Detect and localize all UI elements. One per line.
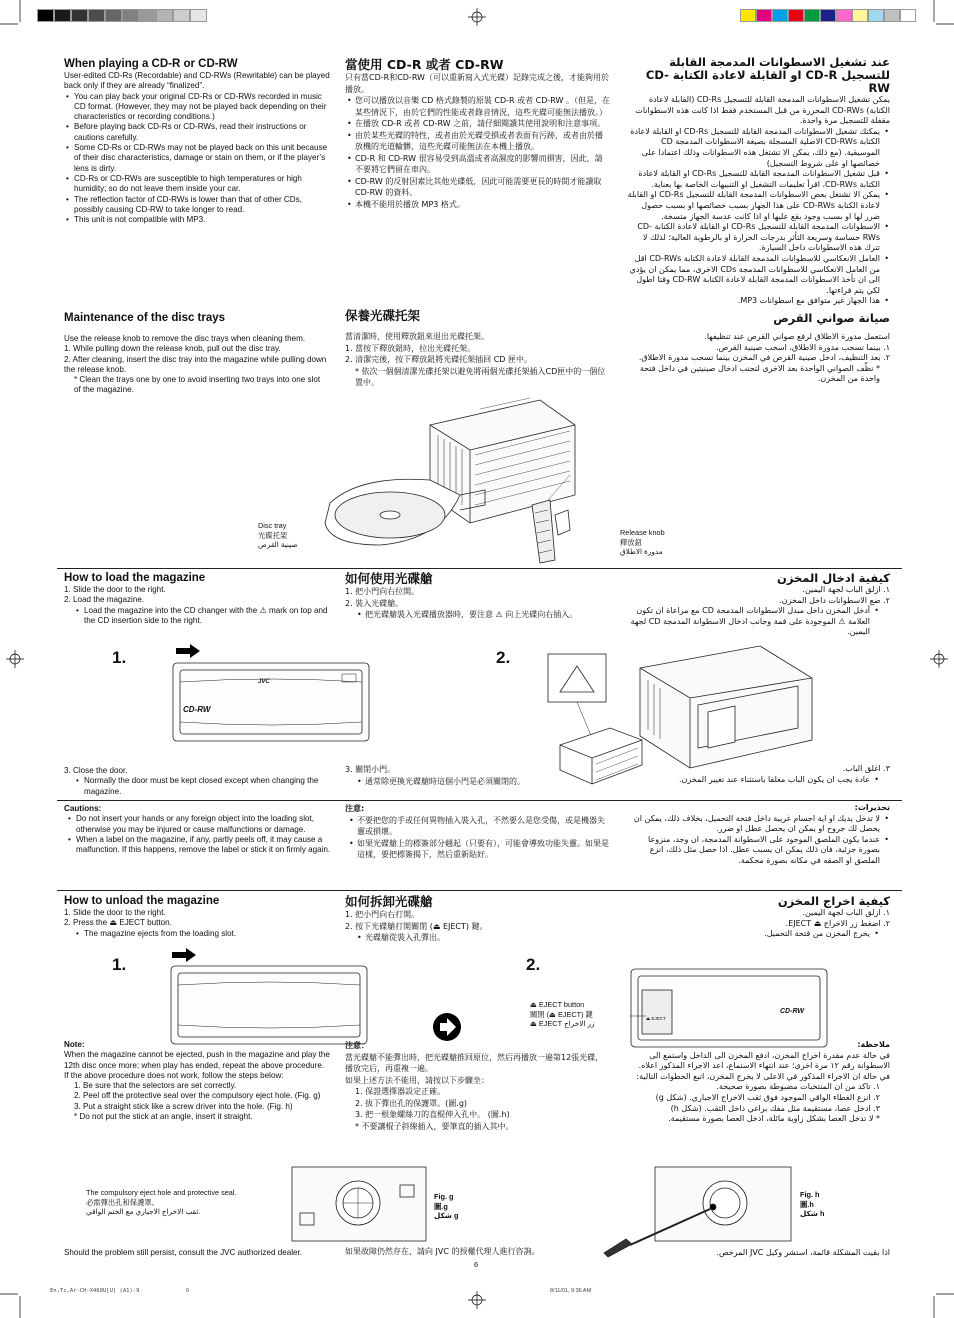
sec3-en-step3: [64, 766, 339, 797]
sec1-ar-bullet-4: • الاسطوانات المدمجة القابلة للتسجيل CD-Rs او القابلة لاعادة الكتابة CD-RWs حساسة وسريعة التأثر بدرجات الحرارة او بالرطوبة العالية؛ لذلك لا تترك هذه الاسطوانات داخل السيارة.: [626, 222, 890, 254]
arrow-right-icon: [172, 948, 196, 962]
fig-g-2: 圖.g: [434, 1201, 448, 1211]
sec4-ar-steps: [626, 908, 890, 929]
sec1-ar-bullet-1: • يمكنك تشغيل الاسطوانات المدمجة القابلة للتسجيل CD-Rs او القابلة لاعادة الكتابة CD-RWs الاصلية المسجلة بصيغة الاسطوانات المدمجة CD الموسيقية. (مع ذلك، يمكن الا تشتغل هذه الاسطوانات وذلك اعتمادا على خصائصها او على شروط التسجيل): [626, 127, 890, 169]
sec1-zh-intro: 只有當CD-R和CD-RW（可以重新寫入式光碟）記錄完成之後，才能夠用於播放。: [345, 73, 609, 94]
sec3-en-step-1: 1. Slide the door to the right.: [64, 585, 166, 594]
eject-hole-fig-g: [290, 1165, 430, 1243]
sec4-zh-step-1: 1. 把小門向右打開。: [345, 910, 420, 919]
fig-g-1: Fig. g: [434, 1192, 454, 1201]
divider-1: [57, 568, 902, 569]
page-number: 6: [474, 1260, 479, 1269]
en-note-star: * Do not put the stick at an angle, insert it straight.: [74, 1112, 253, 1122]
footer-left: En,Tc,Ar-CH-X460U[U] (A1)-9: [50, 1288, 140, 1294]
sec2-ar-steps: [626, 343, 890, 364]
sec1-en-bullet-2: • Before playing back CD-Rs or CD-RWs, read their instructions or cautions carefully.: [64, 122, 332, 143]
sec2-en-step-1: 1. While pulling down the release knob, pull out the disc tray.: [64, 344, 281, 354]
sec2-en-steps: [64, 344, 328, 375]
ar-note-text2: في حالة ان الاجراء المذكور في الاعلى لا يخرج المخزن، اتبع الخطوات التالية:: [636, 1071, 890, 1081]
ar-caution-2: • عندما يكون الملصق الموجود على الاسطوانة المدمجة، ان وجد، منزوعا بصورة جزئية، فان ذلك يمكن ان يسبب عطل. اذا حصل مثل ذلك، انزع الملصق او الصقه في مكانه بصورة محكمة.: [626, 835, 890, 867]
ar-final: اذا بقيت المشكلة قائمة، استشر وكيل JVC المرخص.: [716, 1248, 890, 1257]
divider-2: [57, 890, 902, 891]
sec1-en-intro: User-edited CD-Rs (Recordable) and CD-RWs (Rewritable) can be played back only if they are already “finalized”.: [64, 71, 330, 91]
sec4-en-step-2: 2. Press the ⏏ EJECT button.: [64, 918, 172, 928]
en-note-step-3: 3. Put a straight stick like a screw driver into the hole. (Fig. h): [74, 1101, 293, 1111]
sec4-en-bullet: • The magazine ejects from the loading slot.: [74, 929, 339, 939]
sec2-zh-note: * 依次一個個清潔光碟托架以避免將兩個光碟托架插入CD匣中的一個位置中。: [355, 366, 606, 387]
ar-note-title: ملاحظة:: [857, 1040, 890, 1049]
sec1-ar-bullet-2: • قبل تشغيل الاسطوانات المدمجة القابلة للتسجيل CD-Rs او القابلة لاعادة الكتابة CD-RWs، اقرأ تعليمات التشغيل او التنبيهات الخاصة بها بعناية.: [626, 169, 890, 190]
eject-small-label: ⏏ EJECT: [646, 1016, 666, 1021]
load-fig2-number: 2.: [496, 648, 511, 667]
sec4-en-title: How to unload the magazine: [64, 895, 220, 907]
zh-caution-1: • 不要把您的手或任何異物插入裝入孔，不然要么是您受傷，或是機器失靈或損壞。: [347, 815, 610, 838]
ar-caution-title: تحذيرات:: [854, 803, 890, 812]
sec3-en-step3-text: 3. Close the door.: [64, 766, 128, 775]
model-logo-2: CD-RW: [780, 1008, 804, 1015]
sec3-ar-step-2: ٢. ضع الاسطوانات داخل المخزن.: [779, 595, 890, 605]
sec1-ar-bullet-5: • العامل الانعكاسي للاسطوانات المدمجة القابلة لاعادة الكتابة CD-RWs اقل من العامل الانعكاسي للاسطوانات المدمجة CDs الاخرى، مما يمكن ان يؤدي الى ان تأخذ الاسطوانات المدمجة القابلة لاعادة الكتابة CD-RW وقتا اطول لكي يتم قراءتها.: [626, 254, 890, 296]
label-disc-tray: [258, 521, 338, 550]
sec4-ar-step-1: ١. ازلق الباب لجهة اليمين.: [802, 908, 890, 917]
ar-note-star: * لا تدخل العصا بشكل زاوية مائلة، ادخل العصا بصورة مستقيمة.: [668, 1114, 880, 1124]
zh-final: 如果故障仍然存在，請向 JVC 的授權代理人進行咨詢。: [345, 1247, 540, 1256]
sec2-en-intro: Use the release knob to remove the disc trays when cleaning them.: [64, 334, 306, 343]
sec1-ar-title: عند تشغيل الاسطوانات المدمجة القابلة للتسجيل CD-R او القابلة لاعادة الكتابة CD-RW: [645, 55, 890, 95]
disc-tray-label-3: صينية القرص: [258, 540, 298, 549]
sec4-zh: [345, 895, 610, 944]
changer-front-illustration-2: [170, 965, 370, 1047]
sec3-zh-steps: [345, 586, 610, 609]
sec4-zh-step-2: 2. 按下光碟艙打開關閉 (⏏ EJECT) 鍵。: [345, 921, 488, 931]
sec3-zh-step3-bullet: • 通常除更換光碟艙時這個小門是必須關閉的。: [355, 776, 610, 788]
en-note-text: When the magazine cannot be ejected, push in the magazine and play the 12th disc once more; when play has ended, repeat the above procedure.: [64, 1050, 330, 1070]
fig-h-3: شكل h: [800, 1209, 825, 1218]
sec1-zh-bullet-2: • 在播放 CD-R 或者 CD-RW 之前，請仔細閱讀其使用說明和注意事項。: [345, 118, 610, 130]
disc-tray-label-1: Disc tray: [258, 521, 287, 530]
seal-label-1: The compulsory eject hole and protective seal.: [86, 1188, 237, 1197]
release-knob-label-1: Release knob: [620, 528, 665, 537]
fig-h-label: [800, 1190, 824, 1219]
fig-h-2: 圖.h: [800, 1199, 814, 1209]
sec2-zh-step-1: 1. 當按下釋放鈕時，拉出光碟托架。: [345, 343, 476, 353]
changer-front-illustration: [172, 662, 372, 744]
sec2-en-step-2: 2. After cleaning, insert the disc tray into the magazine while pulling down the release knob.: [64, 354, 327, 374]
sec3-ar-step3-bullet: • عادة يجب ان يكون الباب مغلقا باستثناء عند تغيير المخزن.: [626, 775, 880, 786]
zh-caution-2: • 如果光碟艙上的標簽部分翹起（只要有），可能會導致功能失靈。如果是這樣，要把標簽揭下，然后重新貼好。: [347, 838, 610, 861]
sec1-zh-title: 當使用 CD-R 或者 CD-RW: [345, 57, 504, 72]
sec4-en-note: [64, 1040, 339, 1122]
sec3-ar-step3: [626, 764, 890, 785]
sec3-zh-title: 如何使用光碟艙: [345, 571, 433, 586]
eject-label-2: 關閉 (⏏ EJECT) 鍵: [530, 1009, 593, 1019]
sec3-en-steps: [64, 585, 339, 606]
sec3-zh-bullet: • 把光碟艙裝入光碟播放器時，要注意 ⚠ 向上光碟向右插入。: [355, 609, 610, 621]
sec1-zh-bullet-1: • 您可以播放以音樂 CD 格式錄製的原裝 CD-R 或者 CD-RW 。（但是，在某些情況下，由於它們的性能或者錄音情況，這些光碟可能無法播放。）: [345, 95, 610, 118]
release-knob-label-2: 釋放鈕: [620, 537, 642, 547]
sec2-zh-title: 保養光碟托架: [345, 308, 421, 323]
sec1-zh-bullet-3: • 由於某些光碟的特性，或者由於光碟受損或者表面有污跡，或者由於播放機的光道輪髒，這些光碟可能無法在本機上播放。: [345, 130, 610, 153]
disc-tray-label-2: 光碟托架: [258, 530, 288, 540]
sec1-ar-bullet-6: • هذا الجهاز غير متوافق مع اسطوانات MP3.: [626, 296, 890, 307]
ar-note-step-2: ٢. انزع الغطاء الواقي الموجود فوق ثقب الاخراج الاجباري. (شكل g): [655, 1092, 880, 1102]
sec1-zh: [345, 58, 610, 210]
sec2-en: [64, 312, 328, 396]
footer-right: 8/11/01, 9:36 AM: [550, 1288, 592, 1294]
brand-logo: JVC: [258, 679, 270, 685]
sec3-en-title: How to load the magazine: [64, 572, 206, 584]
sec2-ar-step-2: ٢. بعد التنظيف، ادخل صينية القرص في المخزن بينما تسحب مدورة الاطلاق.: [638, 353, 890, 363]
sec1-en: [64, 58, 332, 225]
zh-note-text: 當光碟艙不能彈出時，把光碟艙推回原位，然后再播放一遍第12張光碟，播放完后，再重複一遍。: [345, 1052, 604, 1073]
sec3-zh: [345, 572, 610, 621]
sec4-ar: [626, 895, 890, 940]
sec3-zh-step-2: 2. 裝入光碟艙。: [345, 598, 404, 608]
arrow-right-icon: [176, 644, 200, 658]
sec4-zh-note: [345, 1040, 610, 1132]
sec3-ar: [626, 572, 890, 638]
sec1-en-bullet-3: • Some CD-Rs or CD-RWs may not be played back on this unit because of their disc characteristics, damage or stain on them, or if the player’s lens is dirty.: [64, 143, 332, 174]
seal-label-2: 必需彈出孔和保護罩。: [86, 1197, 159, 1207]
model-logo: CD-RW: [183, 705, 211, 714]
sec4-ar-step-2: ٢. اضغط زر الاخراج ⏏ EJECT.: [785, 918, 890, 928]
sec4-en-steps: [64, 908, 339, 929]
sec2-ar-step-1: ١. بينما تسحب مدورة الاطلاق، اسحب صينية القرص.: [716, 342, 890, 352]
sec1-en-bullet-6: • This unit is not compatible with MP3.: [64, 215, 332, 225]
fig-h-1: Fig. h: [800, 1190, 820, 1199]
sec4-zh-steps: [345, 909, 610, 932]
fig-g-label: [434, 1192, 458, 1221]
sec1-en-bullets: [64, 92, 332, 226]
sec3-en-step-2: 2. Load the magazine.: [64, 595, 145, 605]
zh-note-step-2: 2. 拔下彈出孔的保護罩。(圖.g): [355, 1098, 468, 1108]
sec3-en: [64, 572, 339, 626]
unload-fig1-number: 1.: [112, 955, 127, 974]
unload-fig2-number: 2.: [526, 955, 541, 974]
sec3-ar-cautions: [626, 803, 890, 867]
sec1-zh-bullet-5: • CD-RW 的反射因素比其他光碟低，因此可能需要更長的時間才能讀取 CD-RW 的資料。: [345, 176, 610, 199]
eject-button-label: [530, 1000, 625, 1029]
sec2-ar: [626, 312, 890, 385]
divider-caution: [57, 800, 902, 801]
sec1-zh-bullet-4: • CD-R 和 CD-RW 很容易受到高溫或者高濕度的影響而損害，因此，請不要將它們留在車內。: [345, 153, 610, 176]
en-note-title: Note:: [64, 1040, 85, 1049]
sec4-en-step-1: 1. Slide the door to the right.: [64, 908, 166, 917]
ar-note-step-1: ١. تاكد من ان المنتخبات مضبوطة بصورة صحيحة.: [716, 1082, 880, 1092]
sec2-zh: [345, 309, 610, 389]
en-final: Should the problem still persist, consult the JVC authorized dealer.: [64, 1248, 302, 1257]
sec1-en-bullet-4: • CD-Rs or CD-RWs are susceptible to high temperatures or high humidity; so do not leave them inside your car.: [64, 174, 332, 195]
sec2-en-title: Maintenance of the disc trays: [64, 312, 226, 324]
sec3-ar-steps: [626, 585, 890, 606]
sec2-ar-intro: استعمل مدورة الاطلاق لرفع صواني القرص عند تنظيفها.: [704, 332, 890, 341]
sec1-ar: [626, 56, 890, 307]
en-caution-2: • When a label on the magazine, if any, partly peels off, it may cause a malfunction. If this happens, remove the label or stick it on firmly again.: [66, 835, 339, 856]
sec1-en-bullet-1: • You can play back your original CD-Rs or CD-RWs recorded in music CD format. (However, they may not be played back depending on their characteristics or recording conditions.): [64, 92, 332, 123]
ar-caution-1: • لا تدخل يديك او اية اجسام غريبة داخل فتحة التحميل، بخلاف ذلك، يمكن ان يحصل لك جروح او يمكن ان يحصل عطل او ضرر.: [626, 814, 890, 835]
fig-g-3: شكل g: [434, 1211, 459, 1220]
sec1-zh-bullets: [345, 95, 610, 210]
sec4-zh-title: 如何拆卸光碟艙: [345, 894, 433, 909]
sec4-ar-note: [626, 1040, 890, 1125]
sec2-ar-title: صيانة صواني القرص: [773, 311, 890, 325]
sec1-ar-intro: يمكن تشغيل الاسطوانات المدمجة القابلة للتسجيل CD-Rs (القابلة لاعادة الكتابة) CD-RWs المحررة من قبل المستخدم فقط اذا كانت هذه الاسطوانات مقفلة للتسجيل مرة واحدة.: [635, 95, 890, 126]
en-caution-1: • Do not insert your hands or any foreign object into the loading slot, otherwise you may be injured or cause malfunctions or damage.: [66, 814, 339, 835]
en-note-step-1: 1. Be sure that the selectors are set correctly.: [74, 1081, 237, 1091]
footer-mid: 6: [186, 1288, 190, 1294]
zh-note-text2: 如果上述方法不能用，請按以下步驟坐：: [345, 1075, 489, 1085]
sec3-ar-title: كيفية ادخال المخزن: [777, 571, 890, 585]
sec1-en-bullet-5: • The reflection factor of CD-RWs is lower than that of other CDs, possibly causing CD-RW to take longer to read.: [64, 195, 332, 216]
en-note-step-2: 2. Peel off the protective seal over the compulsory eject hole. (Fig. g): [74, 1091, 321, 1101]
sec4-ar-title: كيفية اخراج المخزن: [777, 894, 890, 908]
zh-note-title: 注意：: [345, 1041, 369, 1050]
eject-label-3: ⏏ EJECT زر الاخراج: [530, 1019, 595, 1028]
sec2-en-note: * Clean the trays one by one to avoid inserting two trays into one slot of the magazine.: [74, 375, 321, 395]
sec2-zh-intro: 當清潔時，使用釋放鈕來退出光碟托架。: [345, 332, 489, 341]
arrow-right-icon: [432, 1012, 462, 1042]
sec3-zh-step-1: 1. 把小門向右拉開。: [345, 587, 420, 596]
sec1-zh-bullet-6: • 本機不能用於播放 MP3 格式。: [345, 199, 610, 211]
sec4-ar-bullet: • يخرج المخزن من فتحة التحميل.: [626, 929, 880, 940]
label-release-knob: [620, 528, 700, 557]
sec4-zh-bullet: • 光碟艙從裝入孔彈出。: [355, 932, 610, 944]
sec3-zh-step3: [345, 764, 610, 787]
eject-hole-fig-h: [600, 1165, 795, 1260]
seal-label: [86, 1188, 276, 1217]
sec2-zh-step-2: 2. 清潔完後，按下釋放鈕將光碟托架插回 CD 匣中。: [345, 355, 533, 364]
sec3-en-cautions: [64, 804, 339, 855]
release-knob-label-3: مدورة الاطلاق: [620, 547, 663, 556]
eject-label-1: ⏏ EJECT button: [530, 1000, 585, 1009]
sec3-ar-step-1: ١. ازلق الباب لجهة اليمين.: [802, 585, 890, 594]
ar-note-step-3: ٣. ادخل عصا، مستقيمة مثل مفك براغي داخل الثقب. (شكل h): [670, 1103, 880, 1113]
zh-note-step-3: 3. 把一根象螺絲刀的直棍伸入孔中。 (圖.h): [355, 1110, 510, 1119]
sec1-ar-bullet-3: • يمكن الا تشتغل بعض الاسطوانات المدمجة القابلة للتسجيل CD-Rs او القابلة لاعادة الكتابة CD-RWs على هذا الجهاز بسبب خصائصها او بسبب حصول ضرر لها او بسبب وجود بقع عليها او اذا كانت عدسة الجهاز متسخة.: [626, 190, 890, 222]
ar-note-text: في حالة عدم مقدرة اخراج المخزن، ادفع المخزن الى الداخل واستمع الى الاسطوانة رقم ١٢ مرة اخرى؛ عند انتهاء الاستماع، اعد الاجراء المذكور اعلاه.: [638, 1050, 890, 1071]
zh-caution-title: 注意:: [345, 804, 365, 813]
sec2-ar-note: * نظّف الصواني الواحدة بعد الاخرى لتجنب ادخال صينيتين في داخل فتحة واحدة من المخزن.: [639, 363, 880, 384]
load-fig1-number: 1.: [112, 648, 127, 667]
en-note-text2: If the above procedure does not work, follow the steps below:: [64, 1070, 284, 1080]
sec4-en: [64, 895, 339, 939]
en-caution-title: Cautions:: [64, 804, 102, 813]
sec3-ar-step3-text: ٣. اغلق الباب.: [842, 764, 890, 773]
sec1-ar-bullets: [626, 127, 890, 307]
sec2-zh-steps: [345, 343, 610, 366]
sec1-en-title: When playing a CD-R or CD-RW: [64, 58, 238, 70]
sec3-zh-cautions: [345, 803, 610, 861]
sec3-en-bullet: • Load the magazine into the CD changer with the ⚠ mark on top and the CD insertion side to the right.: [74, 606, 339, 627]
sec3-en-step3-bullet: • Normally the door must be kept closed except when changing the magazine.: [74, 776, 339, 797]
seal-label-3: ثقب الاخراج الاجباري مع الختم الواقي.: [86, 1207, 201, 1216]
zh-note-star: * 不要讓棍子斜線插入，要筆直的插入其中。: [355, 1121, 514, 1131]
zh-note-step-1: 1. 保證選擇器設定正確。: [355, 1087, 446, 1096]
sec3-ar-bullet: • أدخل المخزن داخل مبدل الاسطوانات المدمجة CD مع مراعاة ان تكون العلامة ⚠ الموجودة على قمة وجانب ادخال الاسطوانة المدمجة CD لجهة اليمين.: [626, 606, 880, 638]
sec3-zh-step3-text: 3. 關閉小門。: [345, 765, 396, 774]
